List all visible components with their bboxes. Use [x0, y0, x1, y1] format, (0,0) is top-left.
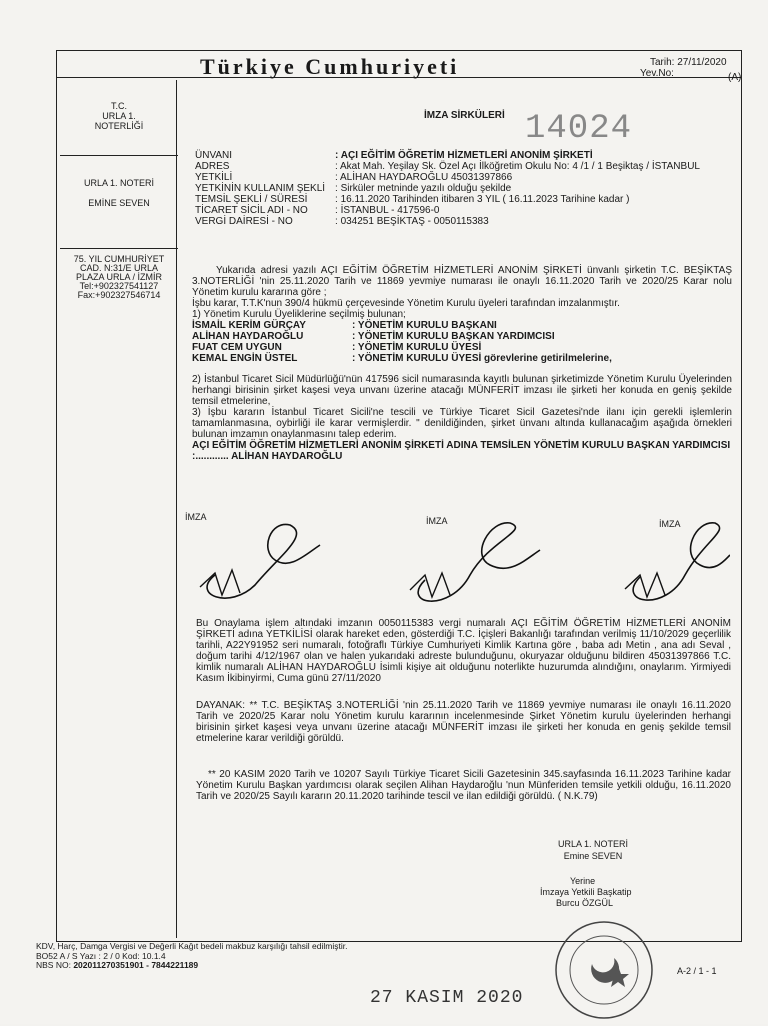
paragraph: 2) İstanbul Ticaret Sicil Müdürlüğü'nün 417596 sicil numarasında kayıtlı bulunan şirketimizde Yönetim Kurulu Üyelerinden herhangi birisinin şirket kaşesi veya unvanı üzerine atacağı MÜNFERİT imzası ile şirketi her konuda en geniş şekilde temsil etmelerine,: [192, 374, 732, 407]
signature-label: İMZA: [185, 512, 207, 522]
info-value: : İSTANBUL - 417596-0: [335, 205, 440, 216]
company-info-table: [195, 150, 735, 227]
paragraph: İşbu karar, T.T.K'nun 390/4 hükmü çerçevesinde Yönetim Kurulu üyeleri tarafından imzalanmıştır.: [192, 298, 620, 309]
info-row: [195, 205, 735, 216]
noter-sign-line: Emine SEVEN: [563, 851, 623, 861]
board-row: [192, 353, 732, 364]
noter-name: EMİNE SEVEN: [88, 198, 150, 208]
noterlik-heading: [60, 101, 178, 131]
info-row: [195, 183, 735, 194]
noter-name-block: [60, 173, 178, 213]
board-name: KEMAL ENGİN ÜSTEL: [192, 353, 298, 364]
stamped-number: 14024: [525, 110, 633, 148]
page-title: Türkiye Cumhuriyeti: [200, 54, 460, 79]
deputy-line: Yerine: [570, 876, 596, 886]
info-row: [195, 161, 735, 172]
paragraph: Yukarıda adresi yazılı AÇI EĞİTİM ÖĞRETİM HİZMETLERİ ANONİM ŞİRKETİ ünvanlı şirketin T.C. BEŞİKTAŞ 3.NOTERLİĞİ 'nin 25.11.2020 Tarih ve 11869 yevmiye numarası ile onaylı 16.11.2020 Tarih ve 2020/25 Karar nolu Yönetim kurulu kararına göre ;: [192, 265, 732, 298]
paragraph: 3) İşbu kararın İstanbul Ticaret Sicili'ne tescili ve Türkiye Ticaret Sicil Gazetesi'nde ilanı için gerekli işlemlerin tamamlanmasına, oybirliği ile karar vermişlerdir. " denildiğinden, şirket ünvanı altında kullanacağım aşağıda örnekleri bulunan imzamın onaylanmasını talep ederim.: [192, 407, 732, 440]
signatures-image: [170, 515, 730, 615]
yevmiye-no: Yev.No:: [640, 68, 674, 79]
paragraph: AÇI EĞİTİM ÖĞRETİM HİZMETLERİ ANONİM ŞİRKETİ ADINA TEMSİLEN YÖNETİM KURULU BAŞKAN YARDIMCISI :............ ALİHAN HAYDAROĞLU: [192, 440, 731, 462]
noter-title: URLA 1. NOTERİ: [83, 178, 155, 188]
info-row: [195, 172, 735, 183]
address-line: PLAZA URLA / İZMİR: [75, 272, 163, 282]
info-value: : 034251 BEŞİKTAŞ - 0050115383: [335, 216, 489, 227]
info-row: [195, 150, 735, 161]
board-role: : YÖNETİM KURULU ÜYESİ görevlerine getirilmelerine,: [352, 353, 612, 364]
info-key: TİCARET SİCİL ADI - NO: [195, 205, 308, 216]
footer-line: NBS NO: 202011270351901 - 7844221189: [36, 960, 199, 970]
info-row: [195, 194, 735, 205]
gazette-text: ** 20 KASIM 2020 Tarih ve 10207 Sayılı Türkiye Ticaret Sicili Gazetesinin 345.sayfasında 16.11.2023 Tarihine kadar Yönetim Kurulu Başkan yardımcısı olarak seçilen Alihan Haydaroğlu 'nun Münferiden temsile yetkili olduğu, 16.11.2020 Tarih ve 2020/25 Sayılı kararın 20.11.2020 tarihinde tescil ve ilan edildiği görüldü. ( N.K.79): [196, 769, 731, 802]
sidebar-divider: [60, 248, 178, 249]
bottom-date-stamp: 27 KASIM 2020: [370, 988, 524, 1008]
deputy-block: [540, 876, 632, 909]
board-row: [192, 342, 732, 353]
deputy-line: İmzaya Yetkili Başkatip: [540, 887, 632, 897]
basis-text: DAYANAK: ** T.C. BEŞİKTAŞ 3.NOTERLİĞİ 'nin 25.11.2020 Tarih ve 11869 yevmiye numarası ile onaylı 16.11.2020 Tarih ve 2020/25 Karar nolu Yönetim kurulu kararının incelenmesinde Şirket Yönetim kurulu üyelerinden herhangi birisinin şirket kaşesi veya unvanı üzerine atacağı MÜNFERİT imzası ile şirketi her konuda en geniş şekilde temsil etmelerine karar verildiği görüldü.: [196, 700, 731, 744]
info-value: : ALİHAN HAYDAROĞLU 45031397866: [335, 172, 513, 183]
yevmiye-suffix: (A): [728, 72, 742, 83]
info-key: ÜNVANI: [195, 150, 233, 161]
board-row: [192, 331, 732, 342]
deputy-line: Burcu ÖZGÜL: [556, 898, 614, 908]
address-line: 75. YIL CUMHURİYET: [73, 254, 165, 264]
board-role: : YÖNETİM KURULU ÜYESİ: [352, 342, 482, 353]
tc-line: URLA 1.: [102, 111, 136, 121]
info-value: : Sirküler metninde yazılı olduğu şekilde: [335, 183, 512, 194]
info-value: : Akat Mah. Yeşilay Sk. Özel Açı İlköğretim Okulu No: 4 /1 / 1 Beşiktaş / İSTANBUL: [335, 161, 700, 172]
board-name: İSMAİL KERİM GÜRÇAY: [192, 320, 306, 331]
footer-line: KDV, Harç, Damga Vergisi ve Değerli Kağıt bedeli makbuz karşılığı tahsil edilmiştir.: [36, 941, 348, 951]
signature-label: İMZA: [659, 519, 681, 529]
board-name: ALİHAN HAYDAROĞLU: [192, 331, 304, 342]
official-seal-icon: [548, 914, 660, 1026]
noter-address: [60, 255, 178, 300]
paragraph: 1) Yönetim Kurulu Üyeliklerine seçilmiş bulunan;: [192, 309, 406, 320]
tc-line: T.C.: [110, 101, 127, 111]
address-line: Tel:+902327541127: [79, 281, 159, 291]
board-name: FUAT CEM UYGUN: [192, 342, 282, 353]
noter-sign-line: URLA 1. NOTERİ: [557, 839, 629, 849]
certification-text: Bu Onaylama işlem altındaki imzanın 0050115383 vergi numaralı AÇI EĞİTİM ÖĞRETİM HİZMETLERİ ANONİM ŞİRKETİ adına YETKİLİSİ olarak hareket eden, gösterdiği T.C. İçişleri Bakanlığı tarafından verilmiş 11/10/2029 geçerlilik tarihli, A22Y91952 seri numaralı, fotoğraflı Türkiye Cumhuriyeti Kimlik Kartına göre , baba adı Metin , ana adı Seval , doğum tarihi 4/12/1967 olan ve halen yukarıdaki adreste bulunduğunu, okuryazar olduğunu bildiren 45031397866 T.C. kimlik numaralı ALİHAN HAYDAROĞLU İsimli kişiye ait olduğunu noterlikte huzurumda alındığını, onaylarım. Yirmiyedi Kasım İkibinyirmi, Cuma günü 27/11/2020: [196, 618, 731, 684]
info-key: ADRES: [195, 161, 230, 172]
page-reference: A-2 / 1 - 1: [677, 966, 717, 976]
footer: [36, 942, 347, 971]
address-line: CAD. N:31/E URLA: [79, 263, 159, 273]
footer-line: BO52 A / S Yazı : 2 / 0 Kod: 10.1.4: [36, 950, 166, 961]
board-role: : YÖNETİM KURULU BAŞKAN YARDIMCISI: [352, 331, 555, 342]
document-title: İMZA SİRKÜLERİ: [424, 110, 505, 121]
address-line: Fax:+902327546714: [77, 290, 161, 300]
board-role: : YÖNETİM KURULU BAŞKANI: [352, 320, 497, 331]
noter-signature-block: [548, 838, 638, 862]
info-key: VERGİ DAİRESİ - NO: [195, 216, 293, 227]
document-date: Tarih: 27/11/2020: [650, 57, 727, 68]
info-row: [195, 216, 735, 227]
resolution-text: [192, 265, 732, 462]
info-key: YETKİLİ: [195, 172, 233, 183]
signature-label: İMZA: [426, 516, 448, 526]
info-key: YETKİNİN KULLANIM ŞEKLİ: [195, 183, 326, 194]
board-row: [192, 320, 732, 331]
info-value: : AÇI EĞİTİM ÖĞRETİM HİZMETLERİ ANONİM ŞİRKETİ: [335, 150, 593, 161]
info-key: TEMSİL ŞEKLİ / SÜRESİ: [195, 194, 308, 205]
tc-line: NOTERLİĞİ: [94, 121, 144, 131]
info-value: : 16.11.2020 Tarihinden itibaren 3 YIL ( 16.11.2023 Tarihine kadar ): [335, 194, 630, 205]
